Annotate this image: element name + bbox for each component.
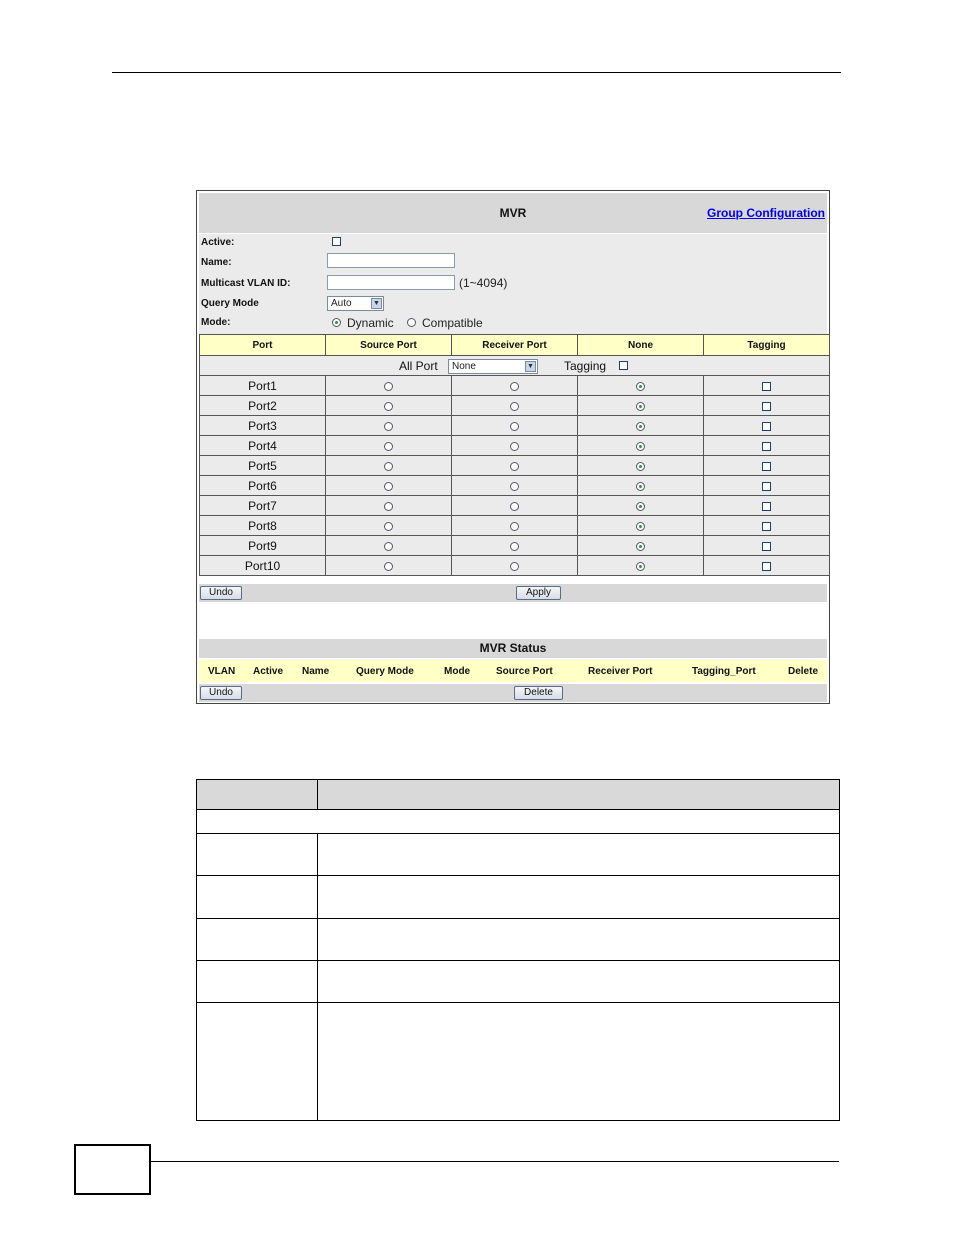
port-name: Port2 bbox=[200, 396, 326, 416]
tagging-checkbox[interactable] bbox=[762, 382, 771, 391]
port-name: Port10 bbox=[200, 556, 326, 576]
col-none: None bbox=[578, 335, 704, 356]
name-label: Name: bbox=[201, 257, 232, 268]
port-row bbox=[200, 436, 830, 456]
row-divider bbox=[197, 960, 839, 961]
source-port-radio[interactable] bbox=[384, 402, 393, 411]
mvr-status-header bbox=[199, 660, 827, 682]
tagging-checkbox[interactable] bbox=[762, 442, 771, 451]
col-tagging: Tagging bbox=[704, 335, 830, 356]
port-name: Port6 bbox=[200, 476, 326, 496]
query-mode-label: Query Mode bbox=[201, 298, 259, 309]
port-row bbox=[200, 456, 830, 476]
port-row bbox=[200, 536, 830, 556]
header-rule bbox=[112, 72, 841, 73]
receiver-port-radio[interactable] bbox=[510, 402, 519, 411]
port-row bbox=[200, 556, 830, 576]
delete-button[interactable]: Delete bbox=[514, 686, 563, 700]
mode-label: Mode: bbox=[201, 317, 231, 328]
undo-button[interactable]: Undo bbox=[200, 586, 242, 600]
receiver-port-radio[interactable] bbox=[510, 442, 519, 451]
all-tagging-label: Tagging bbox=[564, 359, 607, 373]
source-port-radio[interactable] bbox=[384, 462, 393, 471]
tagging-checkbox[interactable] bbox=[762, 422, 771, 431]
group-configuration-link[interactable]: Group Configuration bbox=[707, 206, 825, 220]
port-row bbox=[200, 476, 830, 496]
port-name: Port7 bbox=[200, 496, 326, 516]
port-row bbox=[200, 396, 830, 416]
vlan-range-hint: (1~4094) bbox=[459, 276, 508, 290]
chevron-down-icon: ▼ bbox=[525, 361, 536, 372]
chevron-down-icon: ▼ bbox=[371, 298, 382, 309]
none-radio[interactable] bbox=[636, 442, 645, 451]
apply-button[interactable]: Apply bbox=[516, 586, 561, 600]
port-name: Port1 bbox=[200, 376, 326, 396]
none-radio[interactable] bbox=[636, 502, 645, 511]
active-label: Active: bbox=[201, 237, 235, 248]
source-port-radio[interactable] bbox=[384, 522, 393, 531]
source-port-radio[interactable] bbox=[384, 442, 393, 451]
source-port-radio[interactable] bbox=[384, 502, 393, 511]
source-port-radio[interactable] bbox=[384, 562, 393, 571]
footer-rule bbox=[151, 1161, 839, 1162]
receiver-port-radio[interactable] bbox=[510, 562, 519, 571]
none-radio[interactable] bbox=[636, 422, 645, 431]
port-row bbox=[200, 416, 830, 436]
description-table-header bbox=[197, 780, 839, 810]
mvr-screen bbox=[196, 190, 830, 704]
status-col-tagging-port: Tagging_Port bbox=[692, 666, 756, 677]
source-port-radio[interactable] bbox=[384, 482, 393, 491]
status-col-receiver-port: Receiver Port bbox=[588, 666, 653, 677]
all-port-select[interactable]: None ▼ bbox=[448, 359, 538, 374]
port-name: Port4 bbox=[200, 436, 326, 456]
row-divider bbox=[197, 1002, 839, 1003]
status-button-bar bbox=[199, 684, 827, 702]
status-col-source-port: Source Port bbox=[496, 666, 553, 677]
all-port-row bbox=[200, 356, 830, 376]
query-mode-select[interactable]: Auto ▼ bbox=[327, 296, 384, 311]
mode-dynamic-radio[interactable] bbox=[332, 318, 341, 327]
form-button-bar bbox=[199, 584, 827, 602]
port-name: Port9 bbox=[200, 536, 326, 556]
vlan-id-label: Multicast VLAN ID: bbox=[201, 278, 291, 289]
port-row bbox=[200, 516, 830, 536]
mode-compatible-label: Compatible bbox=[422, 316, 483, 330]
ports-header-row bbox=[200, 335, 830, 356]
none-radio[interactable] bbox=[636, 382, 645, 391]
none-radio[interactable] bbox=[636, 562, 645, 571]
tagging-checkbox[interactable] bbox=[762, 502, 771, 511]
vlan-id-input[interactable] bbox=[327, 275, 455, 290]
page-title: MVR bbox=[499, 206, 527, 220]
receiver-port-radio[interactable] bbox=[510, 422, 519, 431]
receiver-port-radio[interactable] bbox=[510, 382, 519, 391]
all-tagging-checkbox[interactable] bbox=[619, 361, 628, 370]
status-col-name: Name bbox=[302, 666, 330, 677]
header-divider bbox=[317, 780, 318, 809]
status-undo-button[interactable]: Undo bbox=[200, 686, 242, 700]
receiver-port-radio[interactable] bbox=[510, 522, 519, 531]
col-receiver-port: Receiver Port bbox=[452, 335, 578, 356]
all-port-label: All Port bbox=[399, 359, 438, 373]
tagging-checkbox[interactable] bbox=[762, 402, 771, 411]
none-radio[interactable] bbox=[636, 462, 645, 471]
title-bar bbox=[199, 193, 827, 233]
active-checkbox[interactable] bbox=[332, 237, 341, 246]
status-col-mode: Mode bbox=[444, 666, 471, 677]
page-number-box bbox=[74, 1144, 151, 1195]
row-divider bbox=[197, 875, 839, 876]
receiver-port-radio[interactable] bbox=[510, 462, 519, 471]
source-port-radio[interactable] bbox=[384, 542, 393, 551]
mode-dynamic-label: Dynamic bbox=[347, 316, 394, 330]
port-name: Port8 bbox=[200, 516, 326, 536]
none-radio[interactable] bbox=[636, 522, 645, 531]
tagging-checkbox[interactable] bbox=[762, 522, 771, 531]
status-col-delete: Delete bbox=[788, 666, 819, 677]
receiver-port-radio[interactable] bbox=[510, 502, 519, 511]
tagging-checkbox[interactable] bbox=[762, 482, 771, 491]
mvr-form bbox=[199, 234, 827, 334]
tagging-checkbox[interactable] bbox=[762, 542, 771, 551]
tagging-checkbox[interactable] bbox=[762, 562, 771, 571]
source-port-radio[interactable] bbox=[384, 422, 393, 431]
none-radio[interactable] bbox=[636, 482, 645, 491]
none-radio[interactable] bbox=[636, 402, 645, 411]
tagging-checkbox[interactable] bbox=[762, 462, 771, 471]
name-input[interactable] bbox=[327, 253, 455, 268]
source-port-radio[interactable] bbox=[384, 382, 393, 391]
port-row bbox=[200, 496, 830, 516]
col-source-port: Source Port bbox=[326, 335, 452, 356]
column-divider bbox=[317, 833, 318, 1120]
status-col-active: Active bbox=[253, 666, 284, 677]
port-name: Port3 bbox=[200, 416, 326, 436]
row-divider bbox=[197, 833, 839, 834]
receiver-port-radio[interactable] bbox=[510, 542, 519, 551]
col-port: Port bbox=[200, 335, 326, 356]
row-divider bbox=[197, 918, 839, 919]
port-name: Port5 bbox=[200, 456, 326, 476]
mvr-status-title: MVR Status bbox=[199, 639, 827, 658]
description-table-frame bbox=[196, 779, 840, 1121]
port-row bbox=[200, 376, 830, 396]
mode-compatible-radio[interactable] bbox=[407, 318, 416, 327]
none-radio[interactable] bbox=[636, 542, 645, 551]
status-col-vlan: VLAN bbox=[208, 666, 236, 677]
receiver-port-radio[interactable] bbox=[510, 482, 519, 491]
ports-table bbox=[199, 334, 830, 576]
status-col-query-mode: Query Mode bbox=[356, 666, 414, 677]
